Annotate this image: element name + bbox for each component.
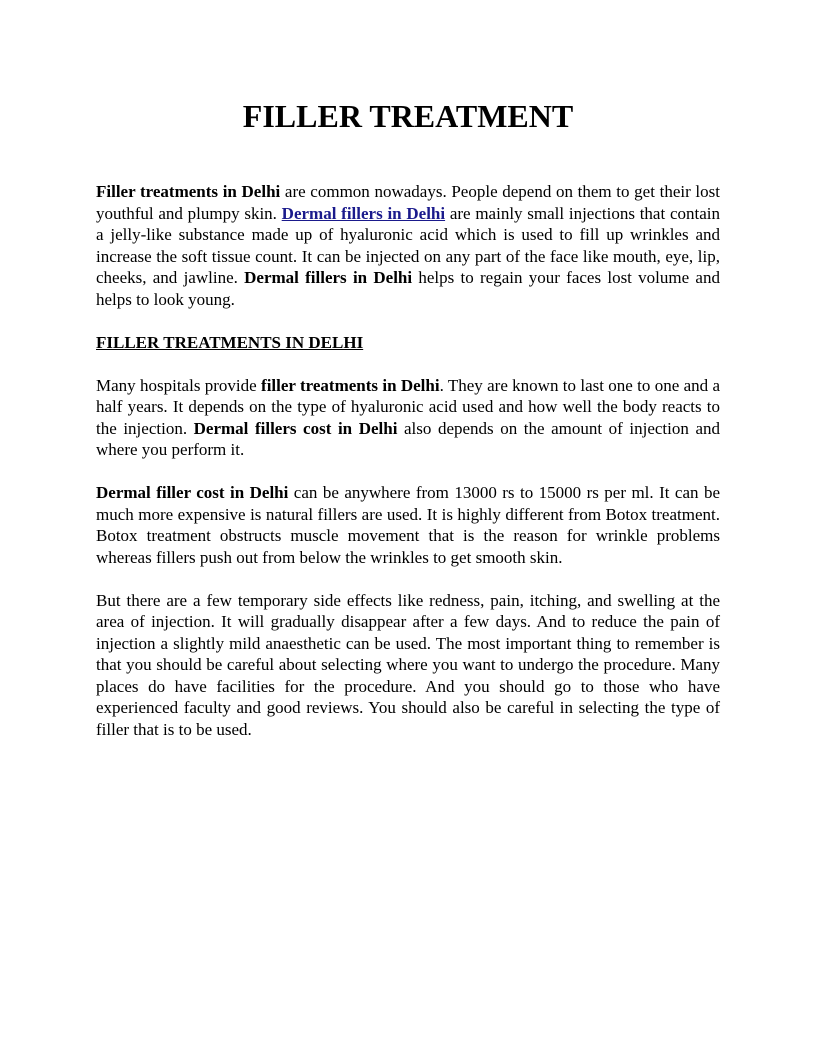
section-heading: FILLER TREATMENTS IN DELHI — [96, 332, 364, 352]
paragraph-text: can be anywhere from 13000 rs to 15000 rs per ml. It can be much more expensive is natural fillers are used. It is highly different from Botox treatment. Botox treatment obstructs muscle movement that is the reason for wrinkle problems whereas fillers push out from below the wrinkles to get smooth skin. — [96, 483, 720, 567]
paragraph-text: . They are known to last one to one and a half years. It depends on the type of hyaluronic acid used and how well the body reacts to the injection. — [96, 375, 720, 438]
bold-phrase: filler treatments in Delhi — [261, 375, 440, 395]
paragraph-text: also depends on the amount of injection and where you perform it. — [96, 418, 720, 459]
dermal-fillers-link[interactable]: Dermal fillers in Delhi — [281, 203, 446, 223]
document-body — [96, 181, 720, 762]
bold-phrase: Dermal filler cost in Delhi — [96, 483, 289, 502]
hospitals-paragraph — [96, 375, 720, 461]
bold-phrase: Filler treatments in Delhi — [96, 182, 281, 201]
paragraph-text: But there are a few temporary side effects like redness, pain, itching, and swelling at the area of injection. It will gradually disappear after a few days. And to reduce the pain of injection a slightly mild anaesthetic can be used. The most important thing to remember is that you should be careful about selecting where you want to undergo the procedure. Many places do have facilities for the procedure. And you should go to those who have experienced faculty and good reviews. You should also be careful in selecting the type of filler that is to be used. — [96, 590, 720, 739]
page-title: FILLER TREATMENT — [242, 98, 574, 134]
intro-paragraph — [96, 181, 720, 310]
paragraph-text: Many hospitals provide — [96, 375, 262, 395]
cost-paragraph — [96, 482, 720, 568]
paragraph-text: helps to regain your faces lost volume and helps to look young. — [96, 268, 720, 309]
bold-phrase: Dermal fillers cost in Delhi — [193, 418, 398, 438]
paragraph-text: are common nowadays. People depend on them to get their lost youthful and plumpy skin. — [96, 182, 720, 223]
side-effects-paragraph — [96, 590, 720, 741]
bold-phrase: Dermal fillers in Delhi — [244, 268, 413, 287]
paragraph-text: are mainly small injections that contain a jelly-like substance made up of hyaluronic acid which is used to fill up wrinkles and increase the soft tissue count. It can be injected on any part of the face like mouth, eye, lip, cheeks, and jawline. — [96, 203, 720, 287]
